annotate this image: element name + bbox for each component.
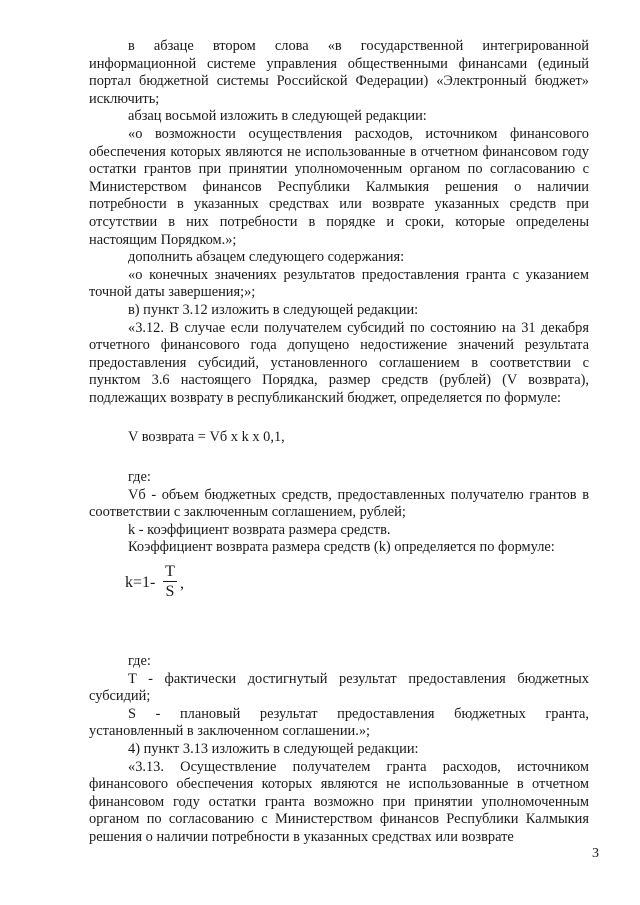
formula-k-numerator: T <box>165 563 175 581</box>
paragraph-5: «о конечных значениях результатов предоставления гранта с указанием точной даты завершения;»; <box>89 266 589 301</box>
where-label-2: где: <box>128 653 151 670</box>
paragraph-3: «о возможности осуществления расходов, источником финансового обеспечения которых являются не использованные в отчетном финансовом году остатки грантов при принятии уполномоченным органом по согласованию с Министерством финансов Республики Калмыкия решения о наличии потребности в указанных средствах или возврате указанных средств при отсутствии в них потребности в порядке и сроки, которые определены настоящим Порядком.»; <box>89 125 589 248</box>
definition-k-formula-intro: Коэффициент возврата размера средств (k) определяется по формуле: <box>128 539 555 556</box>
where-label-1: где: <box>128 469 151 486</box>
formula-k <box>89 559 589 609</box>
formula-v-return: V возврата = Vб x k x 0,1, <box>128 429 285 446</box>
paragraph-4: дополнить абзацем следующего содержания: <box>128 249 405 266</box>
paragraph-7: «3.12. В случае если получателем субсидий по состоянию на 31 декабря отчетного финансового года допущено недостижение значений результата предоставления субсидий, установленного соглашением в соответствии с пунктом 3.6 настоящего Порядка, размер средств (рублей) (V возврата), подлежащих возврату в республиканский бюджет, определяется по формуле: <box>89 319 589 406</box>
formula-k-denominator: S <box>165 583 175 601</box>
document-body <box>89 38 589 847</box>
definition-s: S - плановый результат предоставления бюджетных гранта, установленный в заключенном соглашении.»; <box>89 705 589 740</box>
definition-k: k - коэффициент возврата размера средств. <box>128 521 391 538</box>
page-number: 3 <box>592 846 599 861</box>
paragraph-6: в) пункт 3.12 изложить в следующей редакции: <box>128 301 419 318</box>
formula-k-fraction <box>163 563 177 602</box>
paragraph-item-4: 4) пункт 3.13 изложить в следующей редакции: <box>128 741 419 757</box>
formula-k-lhs: k=1- <box>125 574 156 592</box>
formula-k-tail: , <box>180 575 184 593</box>
paragraph-1: в абзаце втором слова «в государственной интегрированной информационной системе управления общественными финансами (единый портал бюджетной системы Российской Федерации) «Электронный бюджет» исключить; <box>89 38 589 107</box>
paragraph-3-13: «3.13. Осуществление получателем гранта расходов, источником финансового обеспечения которых являются не использованные в отчетном финансовом году остатки гранта возможно при принятии уполномоченным органом по согласованию с Министерством финансов Республики Калмыкия решения о наличии потребности в указанных средствах или возврате <box>89 758 589 845</box>
definition-vb: Vб - объем бюджетных средств, предоставленных получателю грантов в соответствии с заключенным соглашением, рублей; <box>89 486 589 521</box>
paragraph-2: абзац восьмой изложить в следующей редакции: <box>128 108 427 125</box>
definition-t: T - фактически достигнутый результат предоставления бюджетных субсидий; <box>89 670 589 705</box>
